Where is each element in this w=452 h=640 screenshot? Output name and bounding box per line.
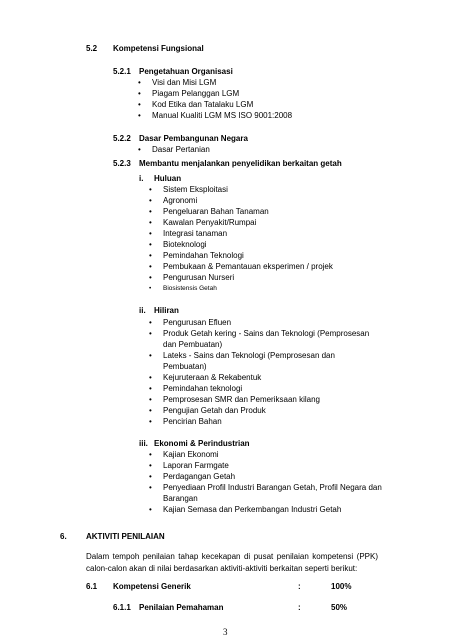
list-item: • Pembukaan & Pemantauan eksperimen / projek [163, 262, 333, 273]
list-item: • Pengurusan Nurseri [163, 273, 234, 284]
list-item: • Laporan Farmgate [163, 461, 229, 472]
list-item: • Pengeluaran Bahan Tanaman [163, 207, 269, 218]
list-item-continuation: dan Pembuatan) [163, 340, 223, 349]
list-item-continuation: Pembuatan) [163, 362, 207, 371]
section-number-6-1-1: 6.1.1 [113, 603, 131, 612]
list-item: • Agronomi [163, 196, 197, 207]
subsection-title-huluan: Huluan [154, 174, 182, 183]
list-item: • Pemprosesan SMR dan Pemeriksaan kilang [163, 395, 320, 406]
list-item: • Pengurusan Efluen [163, 318, 231, 329]
list-item: • Kajian Semasa dan Perkembangan Industri Getah [163, 505, 341, 516]
section-title-6-1: Kompetensi Generik [113, 582, 191, 591]
section-title-6: AKTIVITI PENILAIAN [86, 532, 165, 541]
list-item: • Produk Getah kering - Sains dan Teknologi (Pemprosesan [163, 329, 369, 340]
separator-colon: : [298, 582, 301, 591]
list-item-continuation: Barangan [163, 494, 198, 503]
section-title-5-2-3: Membantu menjalankan penyelidikan berkaitan getah [139, 159, 342, 168]
list-item: • Kejuruteraan & Rekabentuk [163, 373, 261, 384]
subsection-number-ii: ii. [139, 306, 146, 315]
list-item: • Manual Kualiti LGM MS ISO 9001:2008 [152, 111, 292, 122]
section-number-6-1: 6.1 [86, 582, 98, 591]
section-number-5-2-3: 5.2.3 [113, 159, 131, 168]
list-item: • Visi dan Misi LGM [152, 78, 216, 89]
list-item: • Kod Etika dan Tatalaku LGM [152, 100, 253, 111]
section-number-6: 6. [60, 532, 67, 541]
list-item: • Biosistensis Getah [163, 284, 217, 295]
section-number-5-2-2: 5.2.2 [113, 134, 131, 143]
list-item: • Pemindahan teknologi [163, 384, 242, 395]
body-paragraph: Dalam tempoh penilaian tahap kecekapan di pusat penilaian kompetensi (PPK) calon-calon akan di nilai berdasarkan aktiviti-aktiviti berkaitan seperti berikut: [86, 552, 378, 573]
score-value: 100% [331, 582, 352, 591]
list-item: • Dasar Pertanian [152, 145, 210, 156]
section-title-5-2-1: Pengetahuan Organisasi [139, 67, 233, 76]
list-item: • Sistem Eksploitasi [163, 185, 228, 196]
subsection-number-i: i. [139, 174, 144, 183]
subsection-number-iii: iii. [139, 439, 148, 448]
list-item: • Bioteknologi [163, 240, 207, 251]
list-item: • Piagam Pelanggan LGM [152, 89, 239, 100]
score-value: 50% [331, 603, 348, 612]
section-title-5-2-2: Dasar Pembangunan Negara [139, 134, 248, 143]
section-number-5-2-1: 5.2.1 [113, 67, 131, 76]
list-item: • Lateks - Sains dan Teknologi (Pemprosesan dan [163, 351, 335, 362]
separator-colon: : [298, 603, 301, 612]
section-title-6-1-1: Penilaian Pemahaman [139, 603, 224, 612]
list-item: • Perdagangan Getah [163, 472, 235, 483]
list-item: • Pencirian Bahan [163, 417, 222, 428]
subsection-title-ekonomi: Ekonomi & Perindustrian [154, 439, 250, 448]
list-item: • Pemindahan Teknologi [163, 251, 244, 262]
list-item: • Pengujian Getah dan Produk [163, 406, 266, 417]
list-item: • Kajian Ekonomi [163, 450, 219, 461]
section-title-5-2: Kompetensi Fungsional [113, 44, 204, 53]
list-item: • Penyediaan Profil Industri Barangan Getah, Profil Negara dan [163, 483, 382, 494]
list-item: • Integrasi tanaman [163, 229, 227, 240]
section-number-5-2: 5.2 [86, 44, 98, 53]
list-item: • Kawalan Penyakit/Rumpai [163, 218, 256, 229]
subsection-title-hiliran: Hiliran [154, 306, 179, 315]
page-number: 3 [223, 627, 228, 637]
